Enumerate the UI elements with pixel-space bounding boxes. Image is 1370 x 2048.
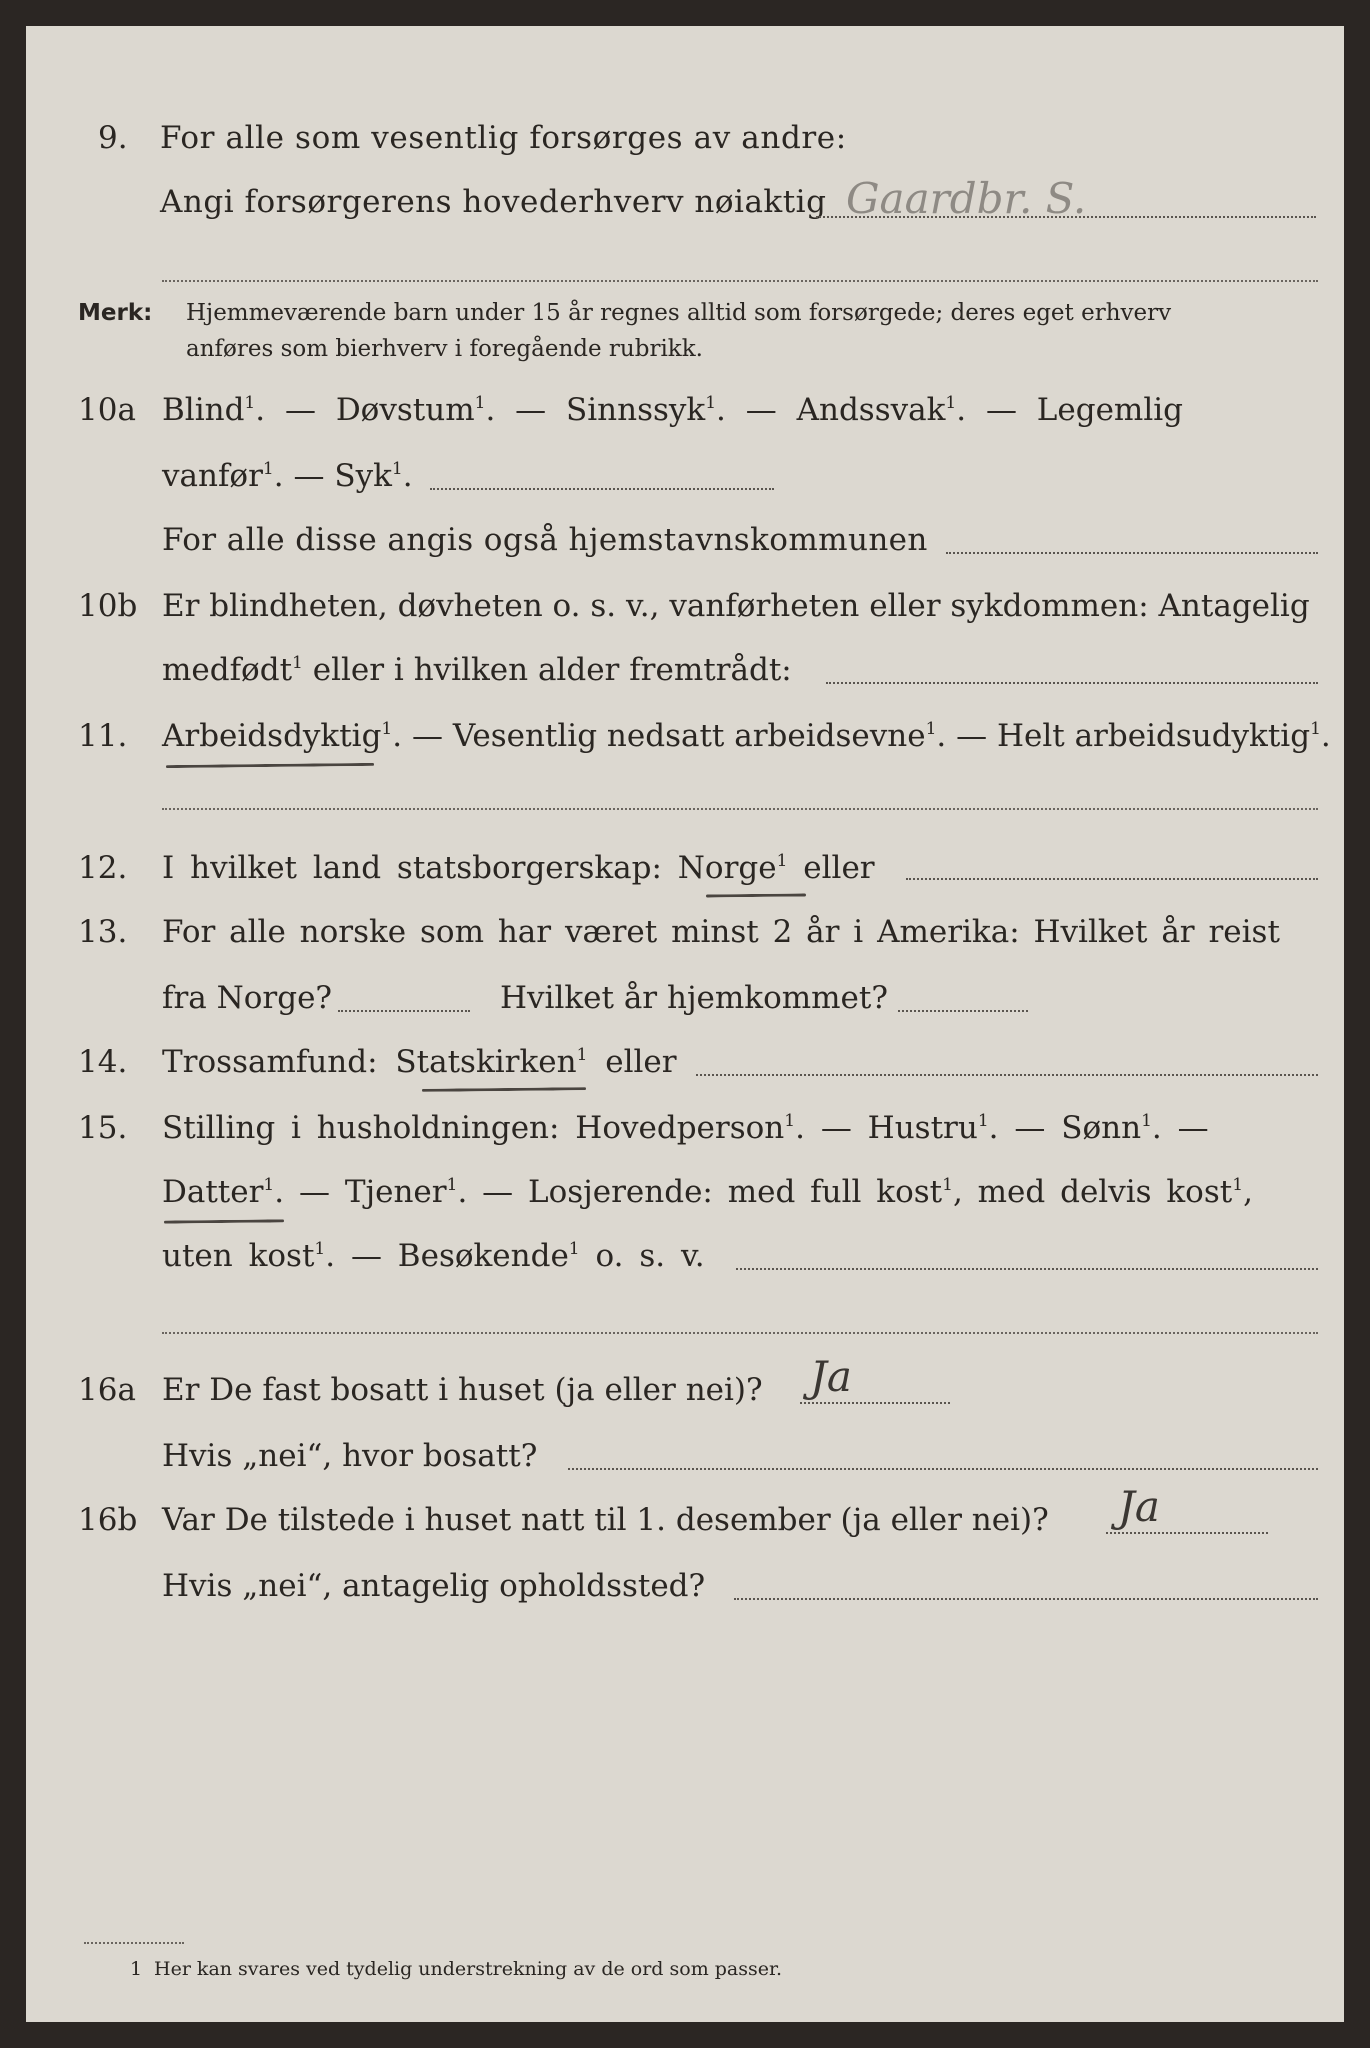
footnote-rule xyxy=(84,1942,184,1944)
q15-line3: uten kost$^1$. — Besøkende$^1$ o. s. v. xyxy=(162,1238,705,1274)
q10b-line2: medfødt$^1$ eller i hvilken alder fremtrådt: xyxy=(162,652,792,688)
q13-hjemkommet-fill xyxy=(898,1010,1028,1012)
q10a-line3: For alle disse angis også hjemstavnskommunen xyxy=(162,522,928,558)
q14-line1: Trossamfund: Statskirken$^1$ eller xyxy=(162,1044,677,1080)
q14-number: 14. xyxy=(78,1044,128,1080)
q15-line2: Datter$^1$. — Tjener$^1$. — Losjerende: med full kost$^1$, med delvis kost$^1$, xyxy=(162,1174,1253,1210)
q16a-number: 16a xyxy=(78,1372,136,1408)
q11-line1: Arbeidsdyktig$^1$. — Vesentlig nedsatt arbeidsevne$^1$. — Helt arbeidsudyktig$^1$. xyxy=(162,718,1331,754)
q9-handwritten-answer: Gaardbr. S. xyxy=(846,174,1087,223)
q15-extra-line xyxy=(162,1332,1318,1334)
census-form-page xyxy=(26,26,1344,2022)
q11-extra-line xyxy=(162,808,1318,810)
q16b-number: 16b xyxy=(78,1502,138,1538)
q16b-answer-line xyxy=(1106,1532,1268,1534)
q12-answer-underline xyxy=(706,893,806,897)
q13-reist-fill xyxy=(338,1010,470,1012)
q13-line1: For alle norske som har været minst 2 år i Amerika: Hvilket år reist xyxy=(162,914,1280,950)
q11-answer-underline xyxy=(166,763,374,768)
q15-number: 15. xyxy=(78,1110,128,1146)
merk-line1: Hjemmeværende barn under 15 år regnes alltid som forsørgede; deres eget erhverv xyxy=(186,300,1172,326)
q10b-line1: Er blindheten, døvheten o. s. v., vanførheten eller sykdommen: Antagelig xyxy=(162,588,1310,624)
q16a-handwritten-answer: Ja xyxy=(810,1352,852,1401)
q9-extra-line xyxy=(162,280,1318,282)
q16a-answer-line xyxy=(800,1402,950,1404)
q9-number: 9. xyxy=(98,120,128,156)
q10a-line2-fill xyxy=(430,488,774,490)
q10b-number: 10b xyxy=(78,588,138,624)
q16a-line2: Hvis „nei“, hvor bosatt? xyxy=(162,1438,538,1474)
merk-line2: anføres som bierhverv i foregående rubrikk. xyxy=(186,336,703,362)
q13-number: 13. xyxy=(78,914,128,950)
q16b-line1: Var De tilstede i huset natt til 1. desember (ja eller nei)? xyxy=(162,1502,1049,1538)
q10a-line2: vanfør$^1$. — Syk$^1$. xyxy=(162,458,413,494)
q10a-number: 10a xyxy=(78,392,136,428)
q12-line1: I hvilket land statsborgerskap: Norge$^1$ eller xyxy=(162,850,875,886)
q12-fill xyxy=(906,878,1318,880)
footnote-text: Her kan svares ved tydelig understrekning av de ord som passer. xyxy=(154,1958,783,1980)
q15-fill xyxy=(736,1268,1318,1270)
q10b-line2-fill xyxy=(826,682,1318,684)
q9-line1: For alle som vesentlig forsørges av andre: xyxy=(160,120,847,156)
q9-line2: Angi forsørgerens hovederhverv nøiaktig xyxy=(160,184,827,220)
q16a-line2-fill xyxy=(568,1468,1318,1470)
q13-line2a: fra Norge? xyxy=(162,980,333,1016)
q14-answer-underline xyxy=(422,1087,586,1092)
q13-line2b: Hvilket år hjemkommet? xyxy=(500,980,888,1016)
q16b-line2: Hvis „nei“, antagelig opholdssted? xyxy=(162,1568,706,1604)
q11-number: 11. xyxy=(78,718,128,754)
q16b-handwritten-answer: Ja xyxy=(1118,1482,1160,1531)
q15-line1: Stilling i husholdningen: Hovedperson$^1$. — Hustru$^1$. — Sønn$^1$. — xyxy=(162,1110,1209,1146)
q16a-line1: Er De fast bosatt i huset (ja eller nei)? xyxy=(162,1372,763,1408)
footnote-mark: 1 xyxy=(130,1958,143,1980)
q16b-line2-fill xyxy=(734,1598,1318,1600)
q12-number: 12. xyxy=(78,850,128,886)
merk-label: Merk: xyxy=(78,300,153,326)
q10a-line1: Blind$^1$. — Døvstum$^1$. — Sinnssyk$^1$. — Andssvak$^1$. — Legemlig xyxy=(162,392,1184,428)
q15-answer-underline xyxy=(164,1219,284,1223)
q10a-line3-fill xyxy=(946,552,1318,554)
q14-fill xyxy=(696,1074,1318,1076)
